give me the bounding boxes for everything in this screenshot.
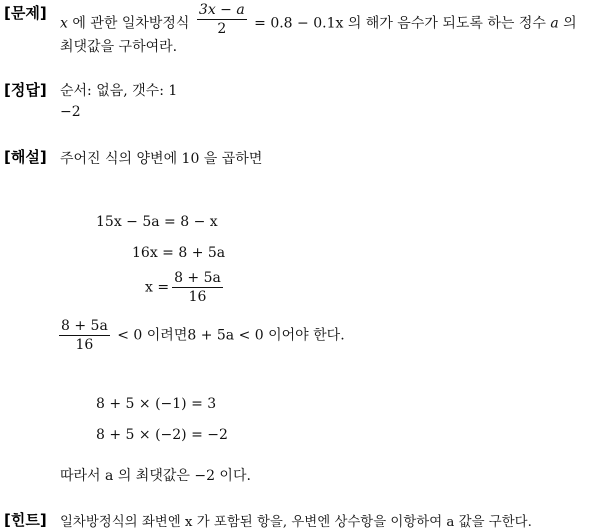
problem-text-c: 의 bbox=[558, 15, 577, 32]
equation-3-lhs: x = bbox=[145, 279, 170, 296]
condition-numerator: 8 + 5a bbox=[59, 318, 110, 336]
variable-x: x bbox=[60, 15, 68, 32]
solution-intro: 주어진 식의 양변에 10 을 곱하면 bbox=[60, 151, 263, 167]
condition-denominator: 16 bbox=[75, 337, 94, 354]
problem-text-a: 에 관한 일차방정식 bbox=[67, 15, 194, 32]
equation-4: 8 + 5 × (−1) = 3 bbox=[96, 396, 217, 412]
answer-tag: [정답] bbox=[4, 81, 47, 99]
equation-3-fraction bbox=[172, 270, 223, 305]
equation-1: 15x − 5a = 8 − x bbox=[96, 214, 218, 230]
equation-3 bbox=[145, 270, 226, 305]
answer-line-1: 순서: 없음, 갯수: 1 bbox=[60, 83, 178, 99]
problem-equation-rhs: = 0.8 − 0.1x bbox=[249, 15, 344, 32]
variable-a: a bbox=[550, 15, 559, 32]
hint-tag: [힌트] bbox=[4, 511, 47, 529]
problem-fraction bbox=[197, 2, 247, 37]
solution-tag: [해설] bbox=[4, 148, 47, 166]
answer-line-2: −2 bbox=[60, 104, 81, 120]
problem-line-2: 최댓값을 구하여라. bbox=[60, 39, 178, 55]
fraction-denominator: 2 bbox=[217, 21, 227, 38]
fraction-numerator: 3x − a bbox=[197, 2, 247, 20]
equation-3-denominator: 16 bbox=[188, 289, 207, 306]
solution-conclusion: 따라서 a 의 최댓값은 −2 이다. bbox=[60, 468, 251, 484]
equation-2: 16x = 8 + 5a bbox=[132, 245, 226, 261]
problem-text-b: 의 해가 음수가 되도록 하는 정수 bbox=[343, 15, 551, 32]
hint-text: 일차방정식의 좌변엔 x 가 포함된 항을, 우변엔 상수항을 이항하여 a 값을 구한다. bbox=[60, 515, 532, 529]
condition-fraction bbox=[59, 318, 110, 353]
condition-text: < 0 이려면8 + 5a < 0 이어야 한다. bbox=[112, 327, 345, 344]
equation-3-numerator: 8 + 5a bbox=[172, 270, 223, 288]
equation-5: 8 + 5 × (−2) = −2 bbox=[96, 427, 228, 443]
condition-line bbox=[56, 318, 345, 353]
problem-tag: [문제] bbox=[4, 4, 47, 22]
